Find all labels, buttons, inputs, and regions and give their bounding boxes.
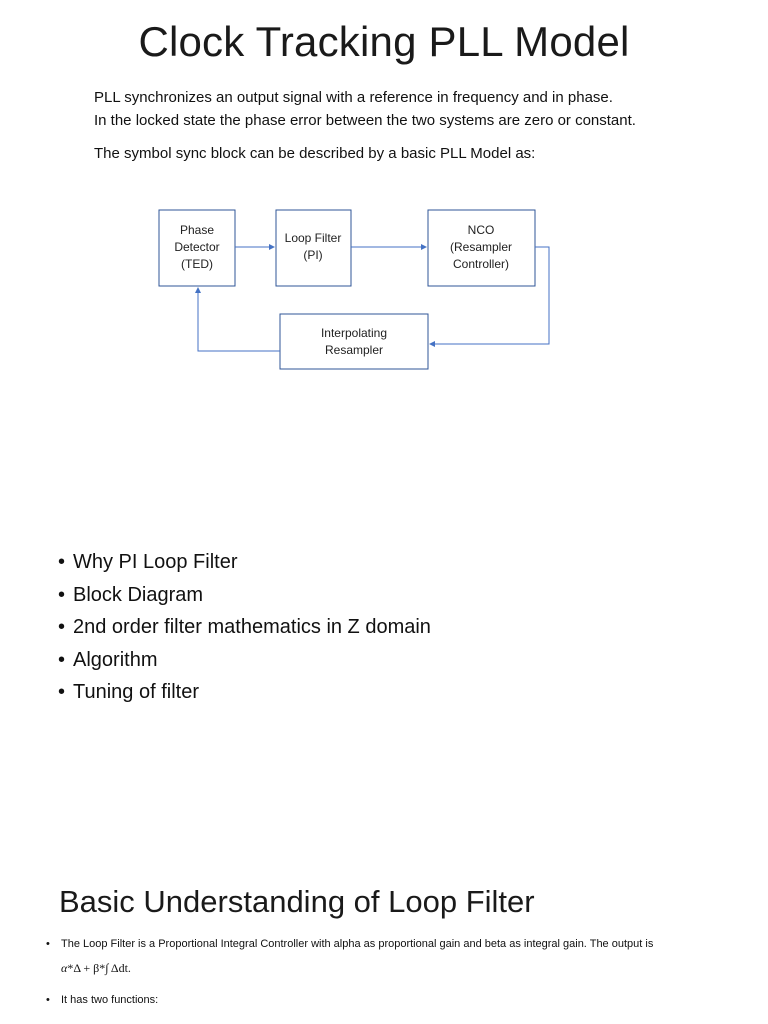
- list-item: [58, 546, 431, 579]
- list-item-text: 2nd order filter mathematics in Z domain: [73, 616, 431, 638]
- phase-detector-label-3: (TED): [181, 257, 213, 271]
- list-item: [58, 611, 431, 644]
- topic-list: [58, 546, 431, 709]
- nco-block: [428, 210, 535, 286]
- phase-detector-block: [159, 210, 235, 286]
- bullet-icon: •: [58, 551, 66, 573]
- page-title: Clock Tracking PLL Model: [138, 18, 630, 65]
- intro-line-1: PLL synchronizes an output signal with a reference in frequency and in phase.: [94, 89, 613, 106]
- bullet-icon: •: [58, 616, 66, 638]
- resampler-label-1: Interpolating: [320, 326, 388, 340]
- formula-rest: *Δ + β*∫ Δdt.: [67, 961, 131, 975]
- nco-label-3: Controller): [452, 257, 510, 271]
- list-item-text: Tuning of filter: [73, 681, 199, 703]
- arrow-resampler-to-pd: [198, 288, 280, 351]
- list-item-text: Algorithm: [73, 648, 158, 671]
- section-title: Basic Understanding of Loop Filter: [59, 884, 535, 919]
- resampler-label-2: Resampler: [324, 343, 384, 357]
- loop-filter-label-2: (PI): [303, 248, 323, 262]
- loop-filter-formula: [61, 960, 706, 977]
- list-item: [58, 644, 431, 677]
- pll-block-diagram: [0, 0, 768, 400]
- list-item: [58, 579, 431, 612]
- bullet-icon: •: [46, 938, 50, 950]
- functions-intro: It has two functions:: [61, 994, 159, 1006]
- loop-filter-description: The Loop Filter is a Proportional Integral Controller with alpha as proportional gain and beta as integral gain. The output is: [61, 938, 654, 950]
- phase-detector-label-1: Phase: [179, 223, 215, 237]
- loop-filter-notes: [46, 936, 706, 1009]
- bullet-icon: •: [46, 994, 50, 1006]
- loop-filter-label-1: Loop Filter: [284, 231, 342, 245]
- intro-line-2: In the locked state the phase error between the two systems are zero or constant.: [94, 112, 636, 129]
- bullet-icon: •: [58, 583, 66, 606]
- list-item: [46, 936, 706, 977]
- list-item: [46, 992, 706, 1009]
- loop-filter-block: [276, 210, 351, 286]
- formula-alpha: α: [61, 961, 68, 975]
- bullet-icon: •: [58, 648, 66, 671]
- bullet-icon: •: [58, 681, 66, 703]
- resampler-block: [280, 314, 428, 369]
- list-item: [58, 676, 431, 709]
- list-item-text: Block Diagram: [73, 583, 204, 606]
- phase-detector-label-2: Detector: [174, 240, 220, 254]
- nco-label-2: (Resampler: [449, 240, 513, 254]
- nco-label-1: NCO: [467, 223, 495, 237]
- list-item-text: Why PI Loop Filter: [73, 551, 238, 573]
- intro-line-3: The symbol sync block can be described by a basic PLL Model as:: [94, 145, 536, 162]
